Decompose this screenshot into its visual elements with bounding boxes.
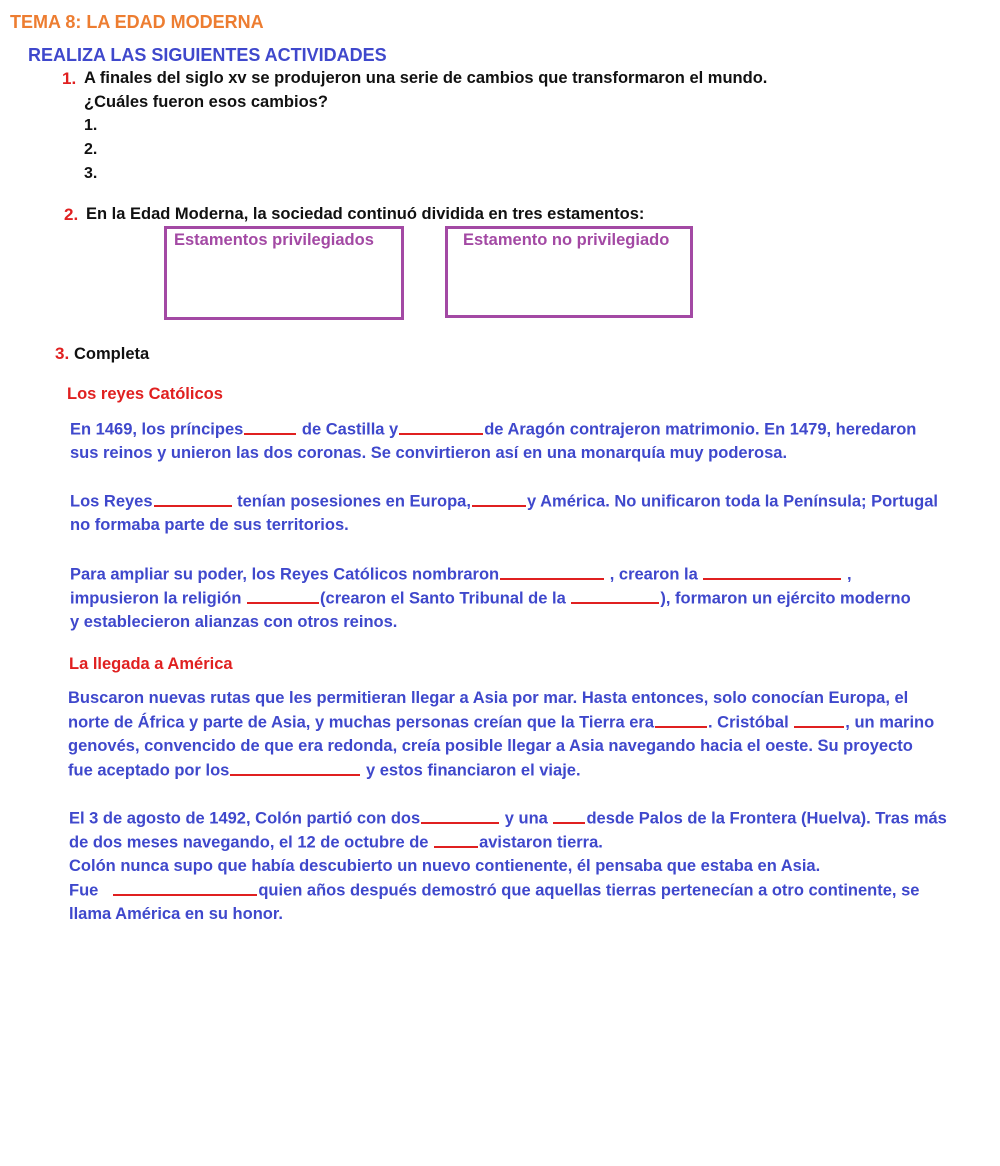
text: y una: [504, 809, 548, 828]
text: Para ampliar su poder, los Reyes Católicos nombraron: [70, 565, 500, 584]
blank-dos-barcos[interactable]: [421, 806, 499, 824]
blank-tribunal[interactable]: [571, 586, 659, 604]
s2-p2-line5: llama América en su honor.: [69, 905, 283, 923]
section-heading-llegada-america: La llegada a América: [69, 655, 233, 673]
non-privileged-estate-box[interactable]: [445, 226, 693, 318]
blank-forma-tierra[interactable]: [655, 710, 707, 728]
non-privileged-estate-label: Estamento no privilegiado: [463, 231, 670, 249]
blank-anio[interactable]: [434, 830, 478, 848]
q3-label: Completa: [74, 345, 150, 363]
q1-item-3[interactable]: 3.: [84, 165, 98, 182]
blank-posesiones[interactable]: [472, 489, 526, 507]
text: fue aceptado por los: [68, 761, 230, 780]
s2-p2-line4: [69, 878, 919, 903]
text: y estos financiaron el viaje.: [365, 761, 581, 780]
q2-number: 2.: [64, 205, 79, 224]
blank-principe-aragon[interactable]: [399, 417, 483, 435]
text: norte de África y parte de Asia, y muchas personas creían que la Tierra era: [68, 713, 654, 732]
blank-nombraron[interactable]: [500, 562, 604, 580]
q1-line1: A finales del siglo xv se produjeron una serie de cambios que transformaron el mundo.: [84, 69, 768, 87]
activities-heading: REALIZA LAS SIGUIENTES ACTIVIDADES: [28, 45, 387, 65]
text: Fue: [69, 881, 99, 900]
blank-aceptado-por[interactable]: [230, 758, 360, 776]
s1-p1-line2: sus reinos y unieron las dos coronas. Se convirtieron así en una monarquía muy poderosa.: [70, 444, 788, 462]
blank-quien-demostro[interactable]: [113, 878, 257, 896]
text: El 3 de agosto de 1492, Colón partió con dos: [69, 809, 421, 828]
s1-p3-line1: [70, 562, 852, 587]
blank-principe-castilla[interactable]: [244, 417, 296, 435]
s2-p2-line3: Colón nunca supo que había descubierto un nuevo contienente, él pensaba que estaba en Asia.: [69, 857, 821, 875]
s1-p2-line2: no formaba parte de sus territorios.: [70, 516, 349, 534]
text: ), formaron un ejército moderno: [660, 589, 911, 608]
q1-item-1[interactable]: 1.: [84, 117, 98, 134]
blank-cristobal[interactable]: [794, 710, 844, 728]
text: En 1469, los príncipes: [70, 420, 244, 439]
q1-number: 1.: [62, 69, 77, 88]
s2-p1-line2: [68, 710, 934, 735]
q2-text: En la Edad Moderna, la sociedad continuó dividida en tres estamentos:: [86, 205, 645, 223]
page-title: TEMA 8: LA EDAD MODERNA: [10, 12, 264, 32]
s1-p3-line2: [70, 586, 911, 611]
q1-item-2[interactable]: 2.: [84, 141, 98, 158]
text: quien años después demostró que aquellas tierras pertenecían a otro continente, se: [258, 881, 920, 900]
text: , un marino: [845, 713, 935, 732]
blank-reyes-titulo[interactable]: [154, 489, 232, 507]
section-heading-reyes-catolicos: Los reyes Católicos: [67, 385, 223, 403]
s1-p3-line3: y establecieron alianzas con otros reinos.: [70, 613, 398, 631]
text: de Aragón contrajeron matrimonio. En 1479, heredaron: [484, 420, 917, 439]
s2-p2-line1: [69, 806, 947, 831]
q3-number: 3.: [55, 344, 70, 363]
text: Los Reyes: [70, 492, 153, 511]
s2-p1-line1: Buscaron nuevas rutas que les permitieran llegar a Asia por mar. Hasta entonces, solo conocían Europa, el: [68, 689, 909, 707]
text: , crearon la: [609, 565, 698, 584]
s2-p2-line2: [69, 830, 603, 855]
privileged-estates-box[interactable]: [164, 226, 404, 320]
s1-p1-line1: [70, 417, 916, 442]
blank-una-nave[interactable]: [553, 806, 585, 824]
text: impusieron la religión: [70, 589, 242, 608]
q1-line2: ¿Cuáles fueron esos cambios?: [84, 93, 328, 111]
s2-p1-line4: [68, 758, 581, 783]
text: de dos meses navegando, el 12 de octubre de: [69, 833, 429, 852]
text: y América. No unificaron toda la Península; Portugal: [526, 492, 939, 511]
blank-religion[interactable]: [247, 586, 319, 604]
s2-p1-line3: genovés, convencido de que era redonda, creía posible llegar a Asia navegando hacia el oeste. Su proyecto: [68, 737, 913, 755]
blank-crearon[interactable]: [703, 562, 841, 580]
text: . Cristóbal: [708, 713, 789, 732]
text: de Castilla y: [301, 420, 399, 439]
s1-p2-line1: [70, 489, 938, 514]
text: tenían posesiones en Europa,: [237, 492, 471, 511]
text: ,: [846, 565, 852, 584]
text: desde Palos de la Frontera (Huelva). Tras más: [586, 809, 947, 828]
text: (crearon el Santo Tribunal de la: [320, 589, 566, 608]
privileged-estates-label: Estamentos privilegiados: [174, 231, 374, 249]
text: avistaron tierra.: [479, 833, 603, 852]
